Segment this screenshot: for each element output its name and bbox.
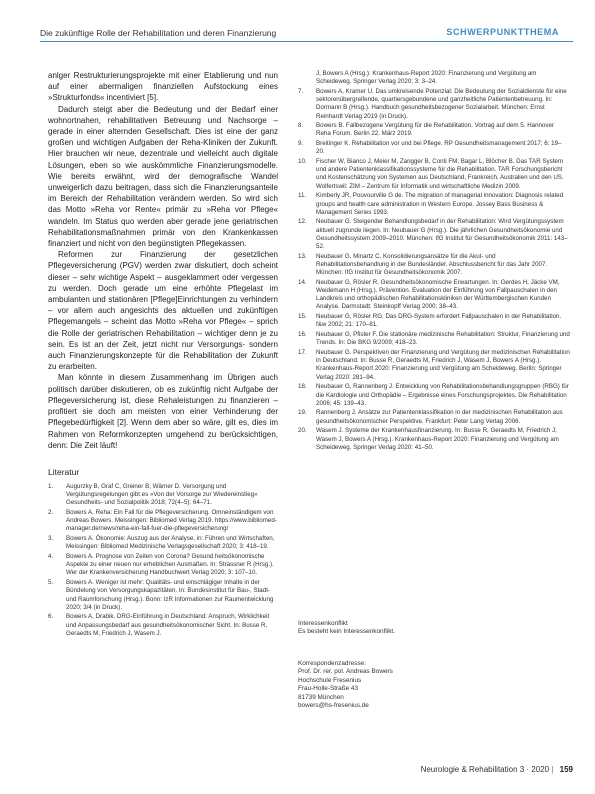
reference-item — [298, 331, 570, 347]
reference-number: 9. — [298, 140, 304, 148]
contact-institution: Hochschule Fresenius — [298, 676, 362, 684]
journal-name: Neurologie & Rehabilitation 3 · 2020 — [420, 765, 550, 774]
reference-number: 6. — [48, 613, 54, 621]
reference-number: 1. — [48, 482, 54, 490]
page-header — [0, 0, 595, 58]
reference-text: Rannenberg J. Ansätze zur Patientenklassifikation in der medizinischen Rehabilitation aus gesundheitsökonomischer Perspektive. Frankfurt: Peter Lang Verlag 2006. — [316, 409, 563, 425]
footer-separator: | — [551, 765, 554, 774]
reference-text: Bowers A, Drabik. DRG-Einführung in Deutschland: Anspruch, Wirklichkeit und Anpassungsbedarf aus gesundheitsökonomischer Sicht. In: Busse R, Geraedts M, Friedrich J, Wasem J. — [66, 613, 270, 637]
reference-item — [298, 140, 570, 156]
reference-item — [298, 158, 570, 191]
reference-item — [48, 553, 278, 578]
left-column — [48, 70, 278, 640]
reference-text: Neubauer G, Minartz C. Konsolidierungsansätze für die Akut- und Rehabilitationsbehandlung in der Bundesländer. Abschlussbericht für das Jahr 2007. München: IfG Institut für Gesundheitsökonomik 2007. — [316, 252, 548, 277]
reference-number: 14. — [298, 278, 307, 286]
reference-number: 16. — [298, 331, 307, 339]
reference-number: 12. — [298, 218, 307, 226]
conflict-title: Interessenkonflikt — [298, 620, 348, 627]
reference-number: 18. — [298, 383, 307, 391]
reference-item — [298, 218, 570, 251]
conflict-of-interest — [298, 620, 498, 637]
reference-item — [48, 535, 278, 551]
right-column — [298, 70, 570, 453]
reference-number: 15. — [298, 313, 307, 321]
reference-number: 5. — [48, 579, 54, 587]
reference-text: Augurzky B, Graf C, Greiner B, Wärner D. Versorgung und Vergütungsregelungen gibt es »Von der Vorsorge zur Wiedereinstieg« Gesundheits- und Sozialpolitik 2018; 72(4–5): 64–71. — [66, 482, 258, 507]
reference-number: 13. — [298, 252, 307, 260]
reference-item — [298, 88, 570, 121]
page-number: 159 — [559, 765, 573, 774]
reference-item — [298, 409, 570, 425]
reference-item — [298, 313, 570, 329]
reference-text: Bowers A. Reha: Ein Fall für die Pflegeversicherung. Omneinständigem von Andreas Bowers. Meissingen: Bibliomed Verlag 2019. https://www.bibliomed-manager.de/news/reha-ein-fall-fuer-die-pflegeversicherung/ — [66, 509, 277, 533]
reference-item — [298, 192, 570, 217]
reference-number: 8. — [298, 122, 304, 130]
paragraph: Reformen zur Finanzierung der gesetzlichen Pflegeversicherung (PGV) werden zwar diskutiert, doch scheint dieser – sehr wichtige Aspekt – ausgeklammert oder vergessen zu werden. Doch gerade um eine erhöhte Pflegelast im ambulanten und stationären [Pflege]Einrichtungen zu verhindern – vor allem auch angesichts des aktuellen und zukünftigen Pflegemangels – scheint das Motto »Reha vor Pflege« – sprich die Rolle der geriatrischen Rehabilitation – wichtiger denn je zu sein. Es ist an der Zeit, jetzt nicht nur Versorgungs- sondern auch Finanzierungskonzepte für die Rehabilitation der Zukunft zu erarbeiten. — [48, 250, 278, 372]
reference-number: 20. — [298, 427, 307, 435]
reference-item — [298, 253, 570, 278]
reference-list-right — [298, 70, 570, 452]
reference-item — [48, 579, 278, 612]
reference-text: Neubauer G. Steigender Behandlungsbedarf in der Rehabilitation: Wird Vergütungssystem aktuell zugrunde liegen. In: Neubauer G (Hrsg.). Die jährlichen Gesundheitsökonomie und Gesundheitssystem 2009–2010. München: IfG Institut für Gesundheitsökonomik 2011: 143–52. — [316, 218, 568, 251]
reference-text: Bowers A. Ökonomie: Auszug aus der Analyse, in: Führen und Wirtschaften, Meissingen: Bibliomed Medizinische Verlagsgesellschaft 2020; 3: 418–19. — [66, 535, 275, 551]
conflict-text: Es besteht kein Interessenkonflikt. — [298, 628, 395, 636]
body-text — [48, 70, 278, 451]
reference-number: 19. — [298, 409, 307, 417]
reference-text: Neubauer G, Rösler RG. Das DRG-System erfordert Fallpauschalen in der Rehabilitation. f&w 2002; 21: 170–81. — [316, 313, 562, 329]
reference-text: Fischer W, Bianco J, Meier M, Zangger B, Conti FM, Bagar L, Blöcher B. Das TAR System und andere Patientenklassifikationssysteme für die Rehabilitation. TAR Forschungsbericht und Kostenschätzung von Systemen aus Deutschland, Frankreich, Australien und den US. Wolfertswil: ZIM – Zentrum für Informatik und wirtschaftliche Medizin 2009. — [316, 158, 564, 190]
reference-item — [298, 427, 570, 452]
contact-name: Prof. Dr. rer. pol. Andreas Bowers — [298, 668, 393, 676]
contact-street: Frau-Holle-Straße 43 — [298, 685, 359, 693]
reference-number: 11. — [298, 192, 307, 200]
paragraph: anlger Restrukturierungsprojekte mit einer Etablierung und nun auf einer abermaligen finanziellen Aufstockung eines »Strukturfonds« incentiviert [5]. — [48, 71, 278, 103]
reference-text: Neubauer G, Rösler R. Gesundheitsökonomische Erwartungen. In: Gerdes H, Jäcke VM, Weidemann H (Hrsg.). Prävention. Evaluation der Einführung von Fallpauschalen in den Landkreis und orthopädischen Rehabilitationskliniken der Württembergischen Kunden Analyse. Darmstadt: Steinkopff Verlag 2000; 38–43. — [316, 278, 560, 311]
correspondence-address — [298, 660, 498, 710]
reference-item — [298, 349, 570, 382]
reference-number: 2. — [48, 509, 54, 517]
reference-item — [298, 122, 570, 138]
paragraph: Dadurch steigt aber die Bedeutung und der Bedarf einer wohnortnahen, rehabilitativen Betreuung und Nachsorge – gerade in einer alternden Gesellschaft. Dies ist eine der ganz großen und wichtigen Aufgaben der Reha-Kliniken der Zukunft. Hier brauchen wir neue, dezentrale und vielleicht auch digitale Lösungen, eben so wie auskömmliche Finanzierungsmodelle. Wie bereits erwähnt, wird der demografische Wandel unweigerlich dazu beitragen, dass sich die Finanzierungsanteile im Bereich der Rehabilitation verändern werden. So wird sich das Motto »Reha vor Rente« primär zu »Reha vor Pflege« wandeln. Im Status quo werden aber gerade jene geriatrischen Rehabilitationsmaßnahmen primär von den Krankenkassen finanziert und nicht von den begünstigten Pflegekassen. — [48, 104, 278, 249]
reference-text: J, Bowers A (Hrsg.): Krankenhaus-Report 2020: Finanzierung und Vergütung am Scheideweg. Springer Verlag 2020; 3: 3–24. — [316, 70, 537, 86]
reference-number: 10. — [298, 158, 307, 166]
literature-heading: Literatur — [48, 466, 80, 477]
header-divider — [40, 41, 573, 42]
reference-text: Breitinger K. Rehabilitation vor und bei Pflege. RP Gesundheitsmanagement 2017; 6: 19–20. — [316, 140, 562, 156]
reference-text: Neubauer G, Pfister F. Die stationäre medizinische Rehabilitation: Struktur, Finanzierung und Trends. In: Die BKG 9/2009; 418–23. — [316, 331, 570, 347]
page-footer — [421, 765, 573, 774]
reference-text: Bowers A. Weniger ist mehr: Qualitäts- und einschlägiger Inhalte in der Bündelung von Versorgungskapazitäten. In: Bundesinstitut für Bau-, Stadt- und Raumforschung (Hrsg.). Bonn: IzR Informationen zur Raumentwicklung 2020; 3/4 (in Druck). — [66, 579, 274, 611]
contact-label: Korrespondenzadresse: — [298, 660, 366, 667]
reference-text: Kimberly JR, Pouvourville G de. The migration of managerial innovation: Diagnosis related groups and health care administration in Western Europe. Jossey Bass Business & Management Series 1993. — [316, 192, 564, 216]
running-title: Die zukünftige Rolle der Rehabilitation und deren Finanzierung — [40, 28, 277, 38]
reference-number: 7. — [298, 87, 304, 95]
paragraph: Man könnte in diesem Zusammenhang im Übrigen auch politisch darüber diskutieren, ob es zukünftig nicht Aufgabe der Pflegeversicherung ist, diese Rehaleistungen zu finanzieren – profitiert sie doch am meisten von einer Verhinderung der Pflegebedürftigkeit [2]. Wenn dem aber so wäre, gilt es, dies im Rahmen von Reformkonzepten umgehend zu berücksichtigen, denn: Die Zeit läuft! — [48, 373, 278, 450]
contact-email[interactable]: bowers@hs-fresenius.de — [298, 702, 369, 710]
reference-text: Neubauer G. Perspektiven der Finanzierung und Vergütung der medizinischen Rehabilitation in Deutschland. In: Busse R, Geraedts M, Friedrich J, Wasem J, Bowers A (Hrsg.). Krankenhaus-Report 2020: Finanzierung und Vergütung am Scheideweg. Berlin: Springer Verlag 2020: 281–94. — [316, 349, 570, 381]
reference-text: Wasem J. Systeme der Krankenhausfinanzierung. In: Busse R, Geraedts M, Friedrich J, Wasem J, Bowers A (Hrsg.). Krankenhaus-Report 2020: Finanzierung und Vergütung am Scheideweg. Springer Verlag 2020: 41–50. — [316, 427, 559, 451]
reference-item — [48, 483, 278, 508]
reference-item — [298, 70, 570, 86]
reference-text: Bowers A, Kramer U. Das umkreisende Potenzial: Die Bedeutung der Sozialdienste für eine sektorenübergreifende, quartiersgebundene und ganzheitliche Patientenbetreuung. In: Dormann B (Hrsg.). Handbuch gesundheitsbezogener Sozialarbeit. München: Ernst Reinhardt Verlag 2019 (in Druck). — [316, 87, 567, 120]
reference-item — [48, 509, 278, 534]
section-label: SCHWERPUNKTTHEMA — [446, 27, 559, 37]
reference-item — [298, 383, 570, 408]
reference-number: 4. — [48, 553, 54, 561]
reference-number: 17. — [298, 349, 307, 356]
contact-city[interactable]: 81739 München — [298, 693, 344, 701]
reference-number: 3. — [48, 535, 54, 543]
reference-text: Bowers B. Fallbezogene Vergütung für die Rehabilitation. Vortrag auf dem 5. Hannover Reha Forum. Berlin 22. März 2019. — [316, 122, 555, 138]
reference-item — [48, 613, 278, 638]
reference-list-left — [48, 483, 278, 638]
reference-text: Bowers A. Prognose von Zeiten von Corona? Gesund heitsökonomische Aspekte zu einer neuen nur erheblichen Ausmaßen. In: Strassner R (Hrsg.). Wer der Krankenversicherung Handbuchwert Verlag 2020; 3: 107–10. — [66, 553, 274, 577]
reference-item — [298, 279, 570, 312]
reference-text: Neubauer G, Rannenberg J. Entwicklung von Rehabilitationsbehandlungsgruppen (RBG) für die Kardiologie und Orthopädie – Ergebnisse eines Forschungsprojektes. Die Rehabilitation 2006; 45: 139–43. — [316, 383, 569, 407]
